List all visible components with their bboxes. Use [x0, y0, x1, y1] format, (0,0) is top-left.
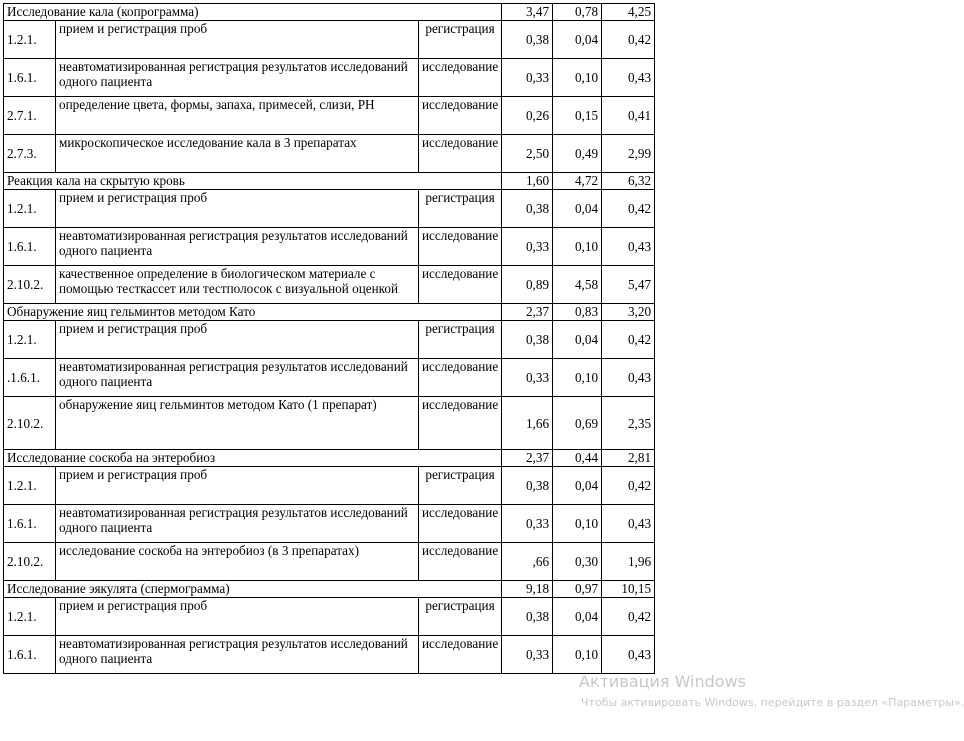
service-name: неавтоматизированная регистрация результатов исследований одного пациента: [56, 228, 419, 266]
service-unit: исследование: [419, 359, 502, 397]
service-code: 1.6.1.: [4, 228, 56, 266]
section-header-row: [4, 581, 655, 598]
section-header-row: [4, 304, 655, 321]
service-value-3: 2,35: [602, 397, 655, 450]
service-code: 2.7.1.: [4, 97, 56, 135]
service-value-1: 0,33: [502, 59, 553, 97]
section-value-3: 10,15: [602, 581, 655, 598]
service-value-2: 0,10: [553, 359, 602, 397]
service-value-1: 0,38: [502, 467, 553, 505]
service-unit: регистрация: [419, 467, 502, 505]
section-title: Исследование соскоба на энтеробиоз: [4, 450, 502, 467]
section-title: Исследование эякулята (спермограмма): [4, 581, 502, 598]
service-value-1: 0,38: [502, 21, 553, 59]
section-value-1: 3,47: [502, 4, 553, 21]
section-title: Реакция кала на скрытую кровь: [4, 173, 502, 190]
service-unit: исследование: [419, 397, 502, 450]
service-value-1: 0,33: [502, 505, 553, 543]
service-value-1: 0,33: [502, 359, 553, 397]
service-unit: регистрация: [419, 321, 502, 359]
service-value-1: 0,38: [502, 598, 553, 636]
service-value-1: 0,38: [502, 321, 553, 359]
service-value-3: 0,43: [602, 505, 655, 543]
service-code: 1.2.1.: [4, 321, 56, 359]
service-code: 2.10.2.: [4, 397, 56, 450]
service-value-2: 0,49: [553, 135, 602, 173]
table-row: [4, 598, 655, 636]
service-value-2: 0,15: [553, 97, 602, 135]
service-name: прием и регистрация проб: [56, 321, 419, 359]
section-value-1: 9,18: [502, 581, 553, 598]
table-row: [4, 135, 655, 173]
service-unit: исследование: [419, 97, 502, 135]
section-title: Обнаружение яиц гельминтов методом Като: [4, 304, 502, 321]
service-value-1: 0,89: [502, 266, 553, 304]
service-value-3: 0,43: [602, 228, 655, 266]
service-unit: исследование: [419, 543, 502, 581]
service-value-2: 4,58: [553, 266, 602, 304]
section-value-2: 0,78: [553, 4, 602, 21]
section-value-3: 2,81: [602, 450, 655, 467]
service-value-3: 0,43: [602, 359, 655, 397]
service-value-3: 0,43: [602, 59, 655, 97]
service-unit: исследование: [419, 636, 502, 674]
table-row: [4, 467, 655, 505]
table-row: [4, 190, 655, 228]
service-code: 1.2.1.: [4, 21, 56, 59]
service-value-3: 0,42: [602, 467, 655, 505]
service-value-2: 0,10: [553, 228, 602, 266]
table-row: [4, 359, 655, 397]
section-header-row: [4, 173, 655, 190]
service-value-1: 2,50: [502, 135, 553, 173]
service-name: качественное определение в биологическом материале с помощью тесткассет или тестполосок с визуальной оценкой: [56, 266, 419, 304]
table-row: [4, 636, 655, 674]
service-value-3: 0,41: [602, 97, 655, 135]
service-value-2: 0,30: [553, 543, 602, 581]
table-row: [4, 21, 655, 59]
service-name: прием и регистрация проб: [56, 467, 419, 505]
service-unit: исследование: [419, 59, 502, 97]
section-title: Исследование кала (копрограмма): [4, 4, 502, 21]
service-value-2: 0,10: [553, 505, 602, 543]
activation-watermark-subtitle: Чтобы активировать Windows, перейдите в раздел «Параметры».: [581, 696, 964, 709]
service-value-1: 0,38: [502, 190, 553, 228]
service-name: обнаружение яиц гельминтов методом Като (1 препарат): [56, 397, 419, 450]
service-value-1: 0,33: [502, 228, 553, 266]
table-row: [4, 59, 655, 97]
section-value-2: 4,72: [553, 173, 602, 190]
service-name: микроскопическое исследование кала в 3 препаратах: [56, 135, 419, 173]
service-name: неавтоматизированная регистрация результатов исследований одного пациента: [56, 505, 419, 543]
service-value-1: 1,66: [502, 397, 553, 450]
service-name: неавтоматизированная регистрация результатов исследований одного пациента: [56, 636, 419, 674]
service-value-3: 0,42: [602, 321, 655, 359]
service-unit: исследование: [419, 266, 502, 304]
table-row: [4, 505, 655, 543]
service-name: прием и регистрация проб: [56, 190, 419, 228]
service-code: 1.6.1.: [4, 59, 56, 97]
section-value-1: 2,37: [502, 450, 553, 467]
table-row: [4, 543, 655, 581]
service-code: 1.2.1.: [4, 467, 56, 505]
service-value-3: 1,96: [602, 543, 655, 581]
service-value-3: 0,43: [602, 636, 655, 674]
table-row: [4, 397, 655, 450]
section-value-3: 3,20: [602, 304, 655, 321]
section-value-1: 2,37: [502, 304, 553, 321]
service-value-2: 0,04: [553, 598, 602, 636]
service-value-2: 0,10: [553, 636, 602, 674]
section-header-row: [4, 4, 655, 21]
service-value-2: 0,04: [553, 21, 602, 59]
service-name: исследование соскоба на энтеробиоз (в 3 препаратах): [56, 543, 419, 581]
service-code: 1.6.1.: [4, 636, 56, 674]
service-value-3: 2,99: [602, 135, 655, 173]
activation-watermark-title: Активация Windows: [579, 672, 746, 691]
service-unit: исследование: [419, 228, 502, 266]
table-row: [4, 228, 655, 266]
service-name: определение цвета, формы, запаха, примесей, слизи, PH: [56, 97, 419, 135]
service-value-2: 0,10: [553, 59, 602, 97]
section-header-row: [4, 450, 655, 467]
service-unit: регистрация: [419, 190, 502, 228]
service-value-1: 0,26: [502, 97, 553, 135]
service-unit: исследование: [419, 135, 502, 173]
service-code: .1.6.1.: [4, 359, 56, 397]
service-unit: исследование: [419, 505, 502, 543]
service-value-1: ,66: [502, 543, 553, 581]
service-code: 2.10.2.: [4, 266, 56, 304]
section-value-3: 6,32: [602, 173, 655, 190]
section-value-2: 0,97: [553, 581, 602, 598]
service-unit: регистрация: [419, 21, 502, 59]
section-value-3: 4,25: [602, 4, 655, 21]
section-value-2: 0,83: [553, 304, 602, 321]
table-row: [4, 266, 655, 304]
service-code: 2.7.3.: [4, 135, 56, 173]
service-code: 1.2.1.: [4, 190, 56, 228]
service-value-2: 0,04: [553, 321, 602, 359]
service-code: 2.10.2.: [4, 543, 56, 581]
service-name: прием и регистрация проб: [56, 21, 419, 59]
service-unit: регистрация: [419, 598, 502, 636]
service-value-3: 0,42: [602, 21, 655, 59]
section-value-1: 1,60: [502, 173, 553, 190]
service-code: 1.2.1.: [4, 598, 56, 636]
price-table: [3, 3, 655, 674]
table-row: [4, 97, 655, 135]
service-name: неавтоматизированная регистрация результатов исследований одного пациента: [56, 59, 419, 97]
service-code: 1.6.1.: [4, 505, 56, 543]
service-value-3: 5,47: [602, 266, 655, 304]
service-value-2: 0,69: [553, 397, 602, 450]
service-name: прием и регистрация проб: [56, 598, 419, 636]
service-value-3: 0,42: [602, 598, 655, 636]
service-name: неавтоматизированная регистрация результатов исследований одного пациента: [56, 359, 419, 397]
service-value-3: 0,42: [602, 190, 655, 228]
service-value-2: 0,04: [553, 467, 602, 505]
table-row: [4, 321, 655, 359]
price-table-body: [4, 4, 655, 674]
service-value-1: 0,33: [502, 636, 553, 674]
section-value-2: 0,44: [553, 450, 602, 467]
service-value-2: 0,04: [553, 190, 602, 228]
